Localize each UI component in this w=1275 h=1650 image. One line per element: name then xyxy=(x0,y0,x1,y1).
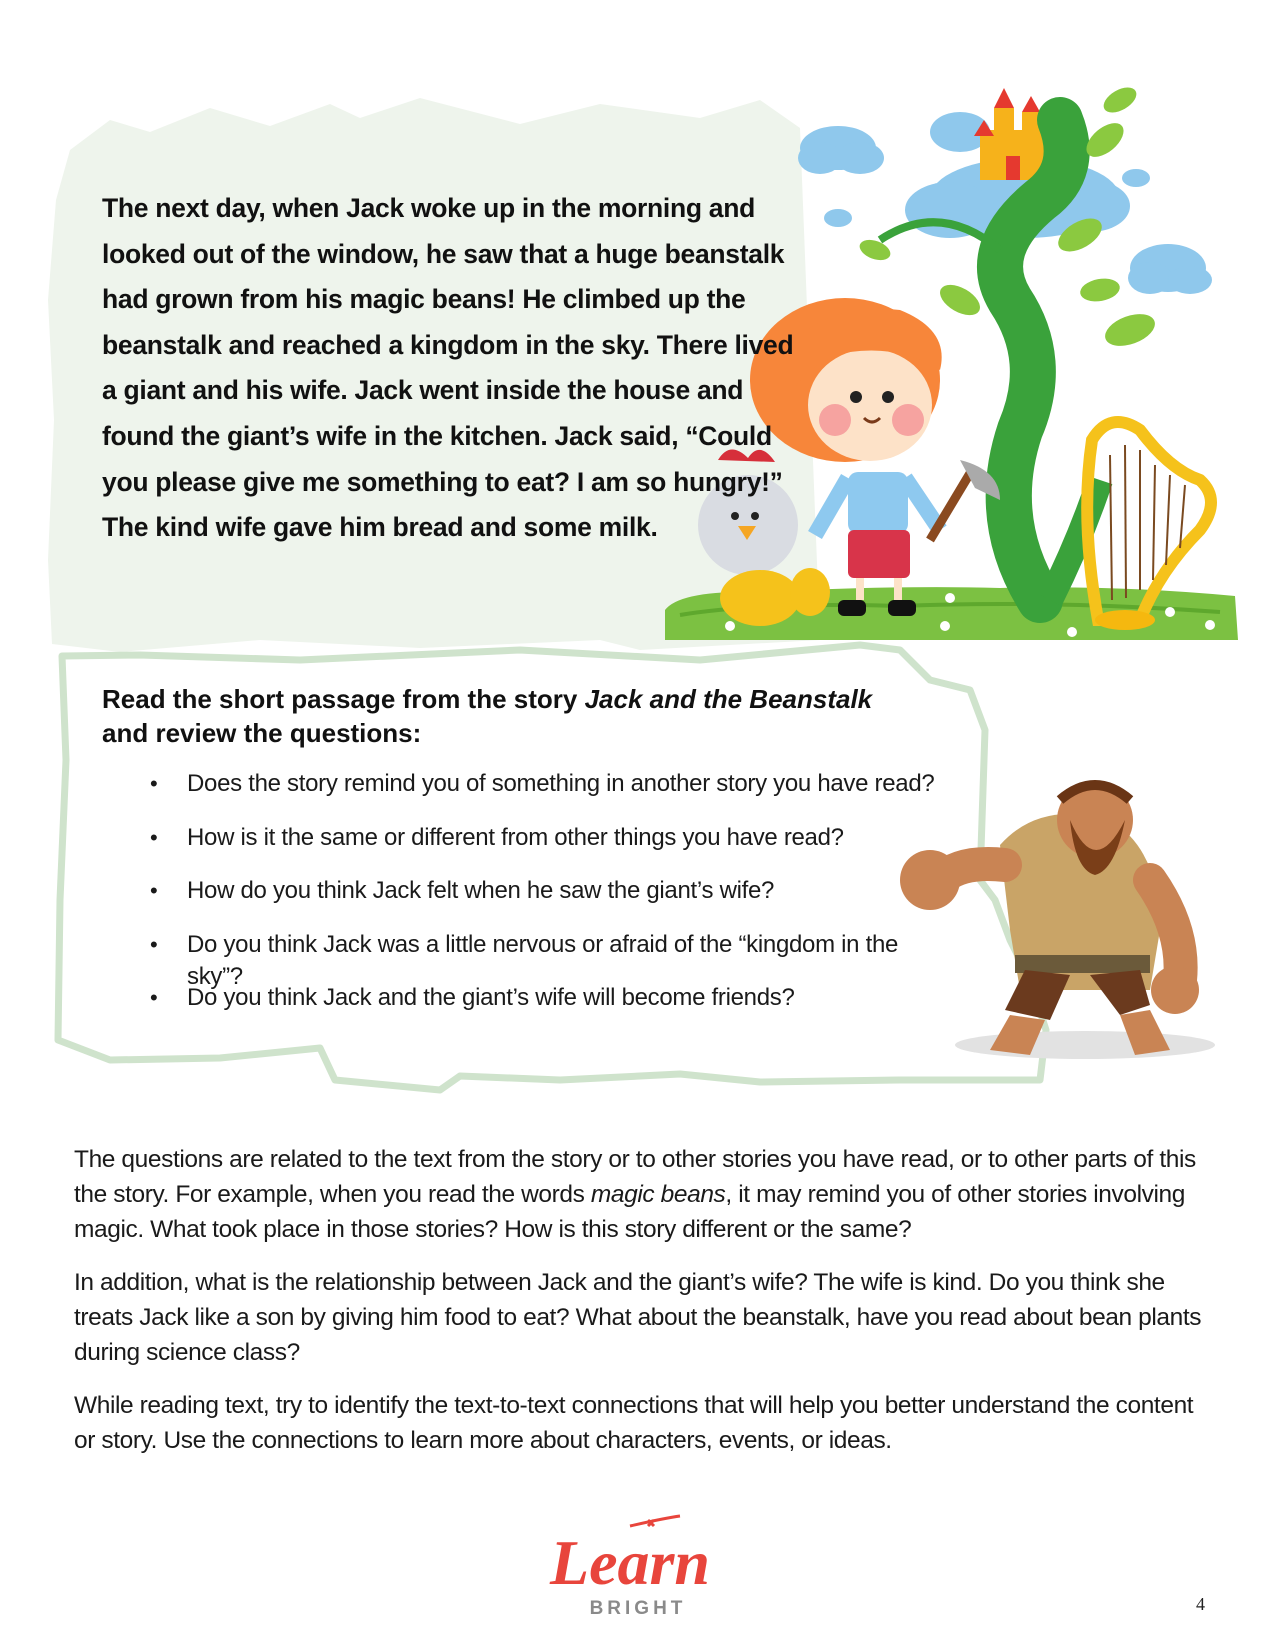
p1-emphasis: magic beans xyxy=(590,1181,726,1208)
question-item: • How do you think Jack felt when he saw the giant’s wife? xyxy=(150,875,950,929)
prompt-tail-text: and review the questions: xyxy=(102,718,422,748)
question-item: • Do you think Jack was a little nervous or afraid of the “kingdom in the sky”? xyxy=(150,929,950,983)
logo-word: Learn xyxy=(550,1527,710,1598)
story-title: Jack and the Beanstalk xyxy=(584,684,873,714)
prompt-lead-text: Read the short passage from the story xyxy=(102,684,585,714)
page-number: 4 xyxy=(1196,1594,1205,1614)
p1-text-b: , it may remind you of other stories involving magic. What took place in those stories? How is this story different or the same? xyxy=(74,1181,1185,1243)
logo-star-icon xyxy=(630,1516,680,1526)
explanation-paragraph-1 xyxy=(74,1142,1204,1247)
p1-text-a: The questions are related to the text from the story or to other stories you have read, or to other parts of this the story. For example, when you read the words xyxy=(74,1146,1196,1208)
explanation-paragraph-3: While reading text, try to identify the text-to-text connections that will help you better understand the content or story. Use the connections to learn more about characters, events, or ideas. xyxy=(74,1392,1194,1454)
question-list xyxy=(150,768,950,1036)
reading-prompt xyxy=(102,682,962,750)
learn-bright-logo xyxy=(530,1512,730,1622)
logo-subtext: BRIGHT xyxy=(589,1598,687,1619)
story-passage: The next day, when Jack woke up in the morning and looked out of the window, he saw that a huge beanstalk had grown from his magic beans! He climbed up the beanstalk and reached a kingdom in the sky. There lived a giant and his wife. Jack went inside the house and found the giant’s wife in the kitchen. Jack said, “Could you please give me something to eat? I am so hungry!” The kind wife gave him bread and some milk. xyxy=(102,193,794,543)
question-item: • Do you think Jack and the giant’s wife will become friends? xyxy=(150,982,950,1036)
question-item: • Does the story remind you of something in another story you have read? xyxy=(150,768,950,822)
question-item: • How is it the same or different from other things you have read? xyxy=(150,822,950,876)
explanation-paragraph-2: In addition, what is the relationship between Jack and the giant’s wife? The wife is kind. Do you think she treats Jack like a son by giving him food to eat? What about the beanstalk, have you read about bean plants during science class? xyxy=(74,1269,1202,1366)
